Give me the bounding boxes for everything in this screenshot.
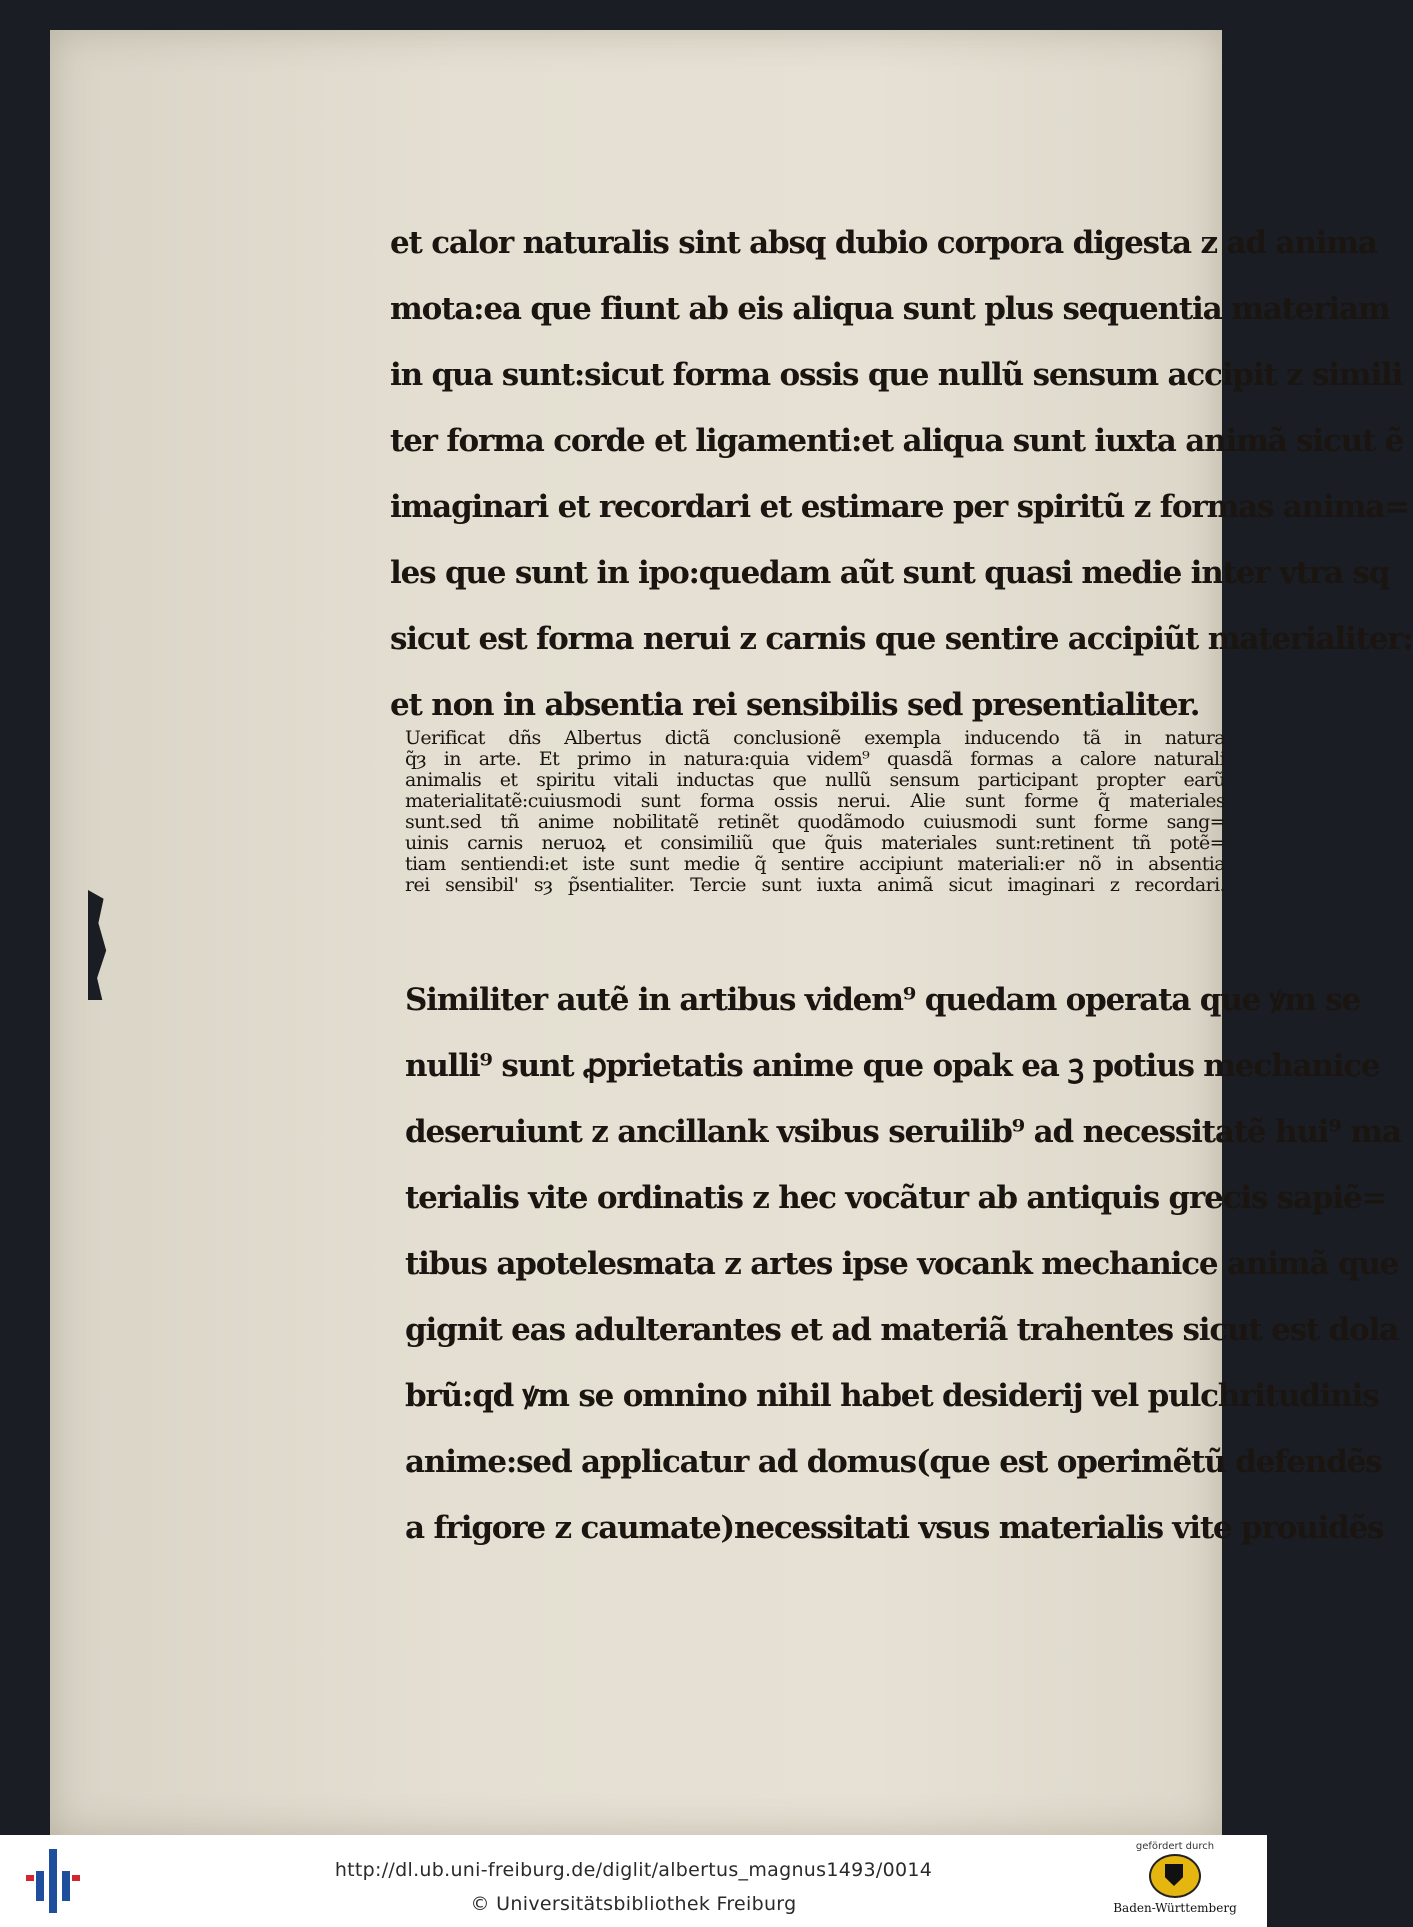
viewer-footer bbox=[0, 1835, 1267, 1927]
text-line: gignit eas adulterantes et ad materiã trahentes sicut est dola bbox=[405, 1312, 1398, 1348]
commentary-line: animalis et spiritu vitali inductas que nullũ sensum participant propter earũ bbox=[405, 769, 1225, 791]
text-line: les que sunt in ipo:quedam aũt sunt quasi medie inter vtra sq bbox=[390, 555, 1390, 591]
text-line: imaginari et recordari et estimare per spiritũ z formas anima= bbox=[390, 489, 1409, 525]
page-url-link[interactable]: http://dl.ub.uni-freiburg.de/diglit/albertus_magnus1493/0014 bbox=[334, 1859, 933, 1881]
main-text-block-2 bbox=[405, 967, 1401, 1561]
text-line: brũ:qd ꝟm se omnino nihil habet desiderij vel pulchritudinis bbox=[405, 1378, 1379, 1414]
state-crest-icon bbox=[1149, 1854, 1201, 1898]
text-line: nulli⁹ sunt ꝓprietatis anime que opak ea ꝫ potius mechanice bbox=[405, 1048, 1380, 1084]
text-line: sicut est forma nerui z carnis que sentire accipiũt materialiter: bbox=[390, 621, 1413, 657]
commentary-line: Uerificat dñs Albertus dictã conclusionẽ exempla inducendo tã in natura bbox=[405, 727, 1225, 749]
text-line: et calor naturalis sint absq dubio corpora digesta z ad anima bbox=[390, 225, 1377, 261]
text-line: a frigore z caumate)necessitati vsus materialis vite prouidẽs bbox=[405, 1510, 1384, 1546]
commentary-line: uinis carnis neruoꝝ et consimiliũ que q̃uis materiales sunt:retinent tñ potẽ= bbox=[405, 832, 1225, 854]
text-line: mota:ea que fiunt ab eis aliqua sunt plus sequentia materiam bbox=[390, 291, 1390, 327]
copyright-text: © Universitätsbibliothek Freiburg bbox=[470, 1893, 797, 1915]
commentary-line: sunt.sed tñ anime nobilitatẽ retinẽt quodãmodo cuiusmodi sunt forme sang= bbox=[405, 811, 1225, 833]
sponsor-name: Baden-Württemberg bbox=[1113, 1901, 1237, 1915]
commentary-line: rei sensibil' sȝ p̃sentialiter. Tercie sunt iuxta animã sicut imaginari z recordari. bbox=[405, 874, 1225, 896]
text-line: et non in absentia rei sensibilis sed presentialiter. bbox=[390, 687, 1200, 723]
sponsor-label: gefördert durch bbox=[1135, 1841, 1215, 1852]
text-line: Similiter autẽ in artibus videm⁹ quedam operata que ꝟm se bbox=[405, 982, 1361, 1018]
commentary-line: tiam sentiendi:et iste sunt medie q̃ sentire accipiunt materiali:er nõ in absentia bbox=[405, 853, 1225, 875]
main-text-block bbox=[390, 210, 1413, 738]
sponsor-badge[interactable] bbox=[1100, 1841, 1250, 1925]
commentary-line: materialitatẽ:cuiusmodi sunt forma ossis nerui. Alie sunt forme q̃ materiales bbox=[405, 790, 1225, 812]
text-line: in qua sunt:sicut forma ossis que nullũ sensum accipit z simili bbox=[390, 357, 1403, 393]
text-line: terialis vite ordinatis z hec vocãtur ab antiquis grecis sapiẽ= bbox=[405, 1180, 1387, 1216]
book-page bbox=[50, 30, 1413, 1835]
text-line: deseruiunt z ancillank vsibus seruilib⁹ ad necessitatẽ hui⁹ ma bbox=[405, 1114, 1401, 1150]
page-tear bbox=[88, 890, 114, 1000]
text-line: tibus apotelesmata z artes ipse vocank mechanice animã que bbox=[405, 1246, 1399, 1282]
commentary-block bbox=[405, 728, 1225, 896]
text-line: ter forma corde et ligamenti:et aliqua sunt iuxta animã sicut ẽ bbox=[390, 423, 1404, 459]
commentary-line: q̃ȝ in arte. Et primo in natura:quia videm⁹ quasdã formas a calore naturali bbox=[405, 748, 1225, 770]
text-line: anime:sed applicatur ad domus(que est operimẽtũ defendẽs bbox=[405, 1444, 1382, 1480]
